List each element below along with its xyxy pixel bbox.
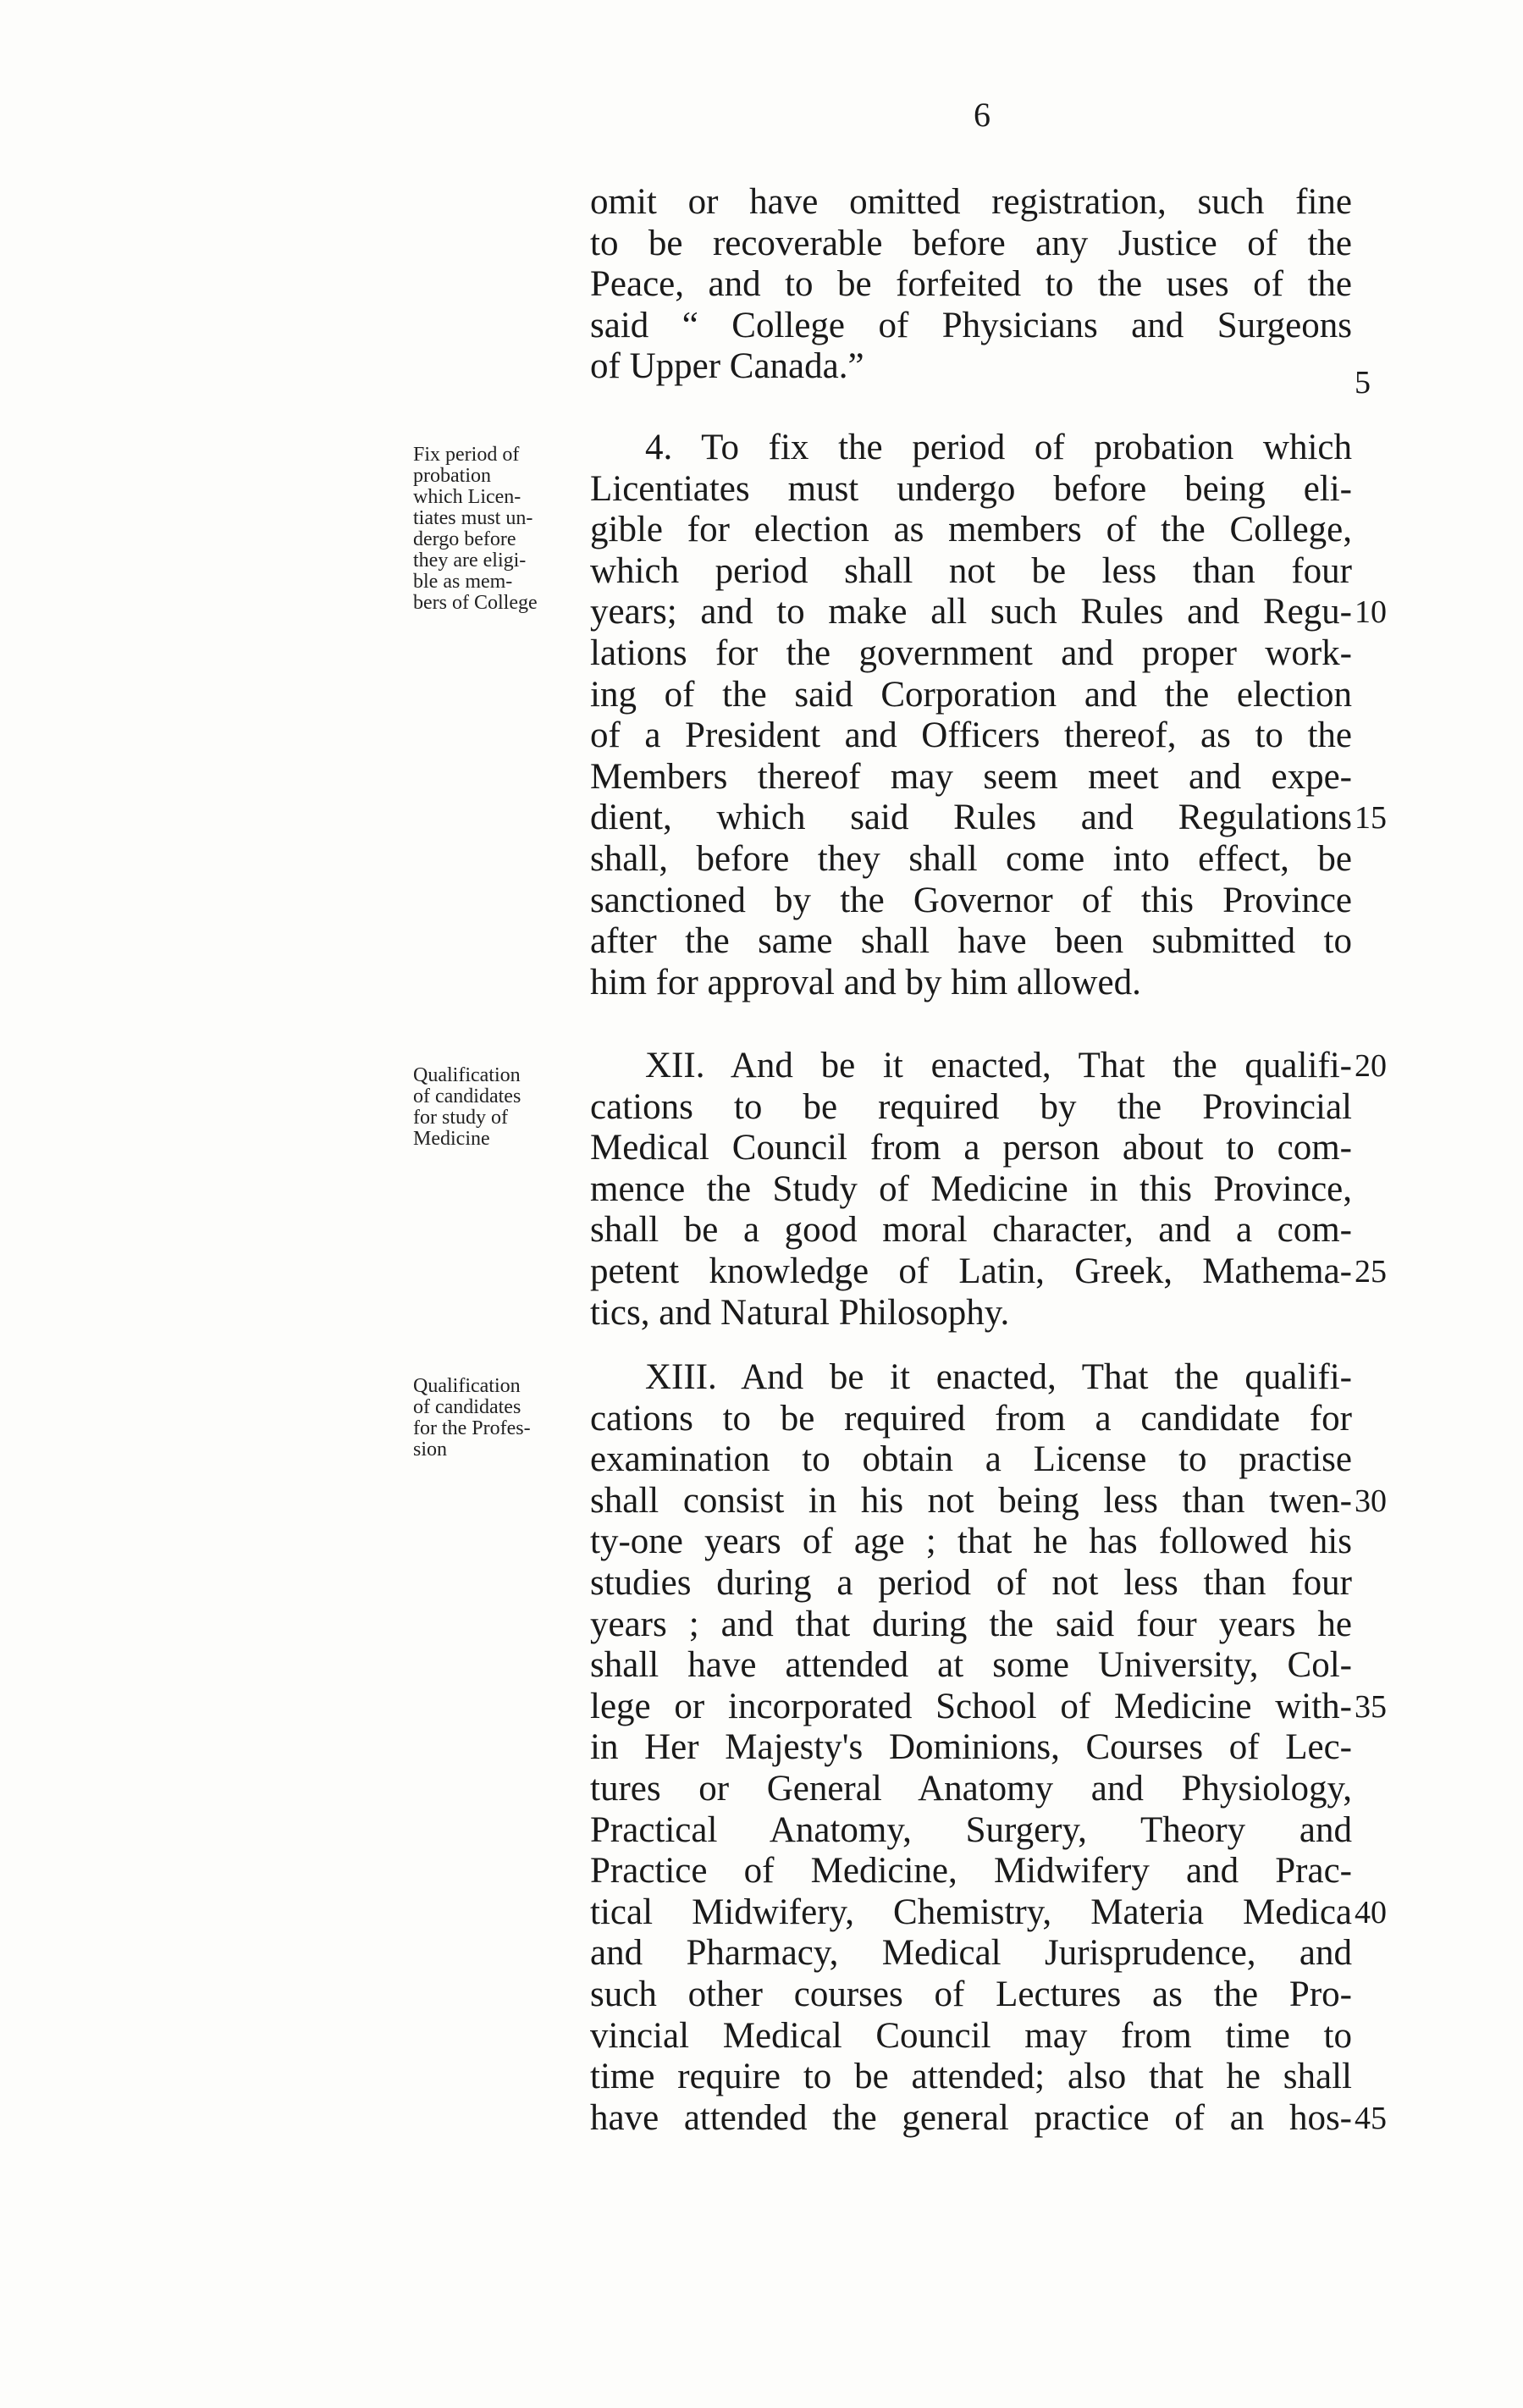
text-line: in Her Majesty's Dominions, Courses of Lec-: [590, 1727, 1352, 1768]
text-line: XII. And be it enacted, That the qualifi-: [645, 1046, 1352, 1085]
margin-note-line: bers of College: [413, 592, 538, 614]
text-line: Peace, and to be forfeited to the uses of the: [590, 264, 1352, 305]
text-line: which period shall not be less than four: [590, 550, 1352, 591]
text-line: said “ College of Physicians and Surgeons: [590, 305, 1352, 345]
text-line: shall be a good moral character, and a com-: [590, 1210, 1352, 1251]
margin-note-line: ble as mem-: [413, 571, 513, 593]
margin-note-line: Medicine: [413, 1128, 490, 1150]
text-line: ty-one years of age ; that he has followed his: [590, 1522, 1352, 1562]
line-number: 25: [1355, 1254, 1387, 1290]
text-line: lege or incorporated School of Medicine with-: [590, 1686, 1352, 1726]
text-line: sanctioned by the Governor of this Province: [590, 880, 1352, 920]
text-line: tics, and Natural Philosophy.: [590, 1292, 1010, 1333]
text-line: studies during a period of not less than four: [590, 1562, 1352, 1603]
text-line: gible for election as members of the College,: [590, 510, 1352, 550]
margin-note-line: tiates must un-: [413, 507, 533, 529]
text-line: cations to be required from a candidate for: [590, 1398, 1352, 1439]
margin-note-line: dergo before: [413, 528, 516, 550]
text-line: tical Midwifery, Chemistry, Materia Medica: [590, 1892, 1352, 1932]
margin-note-line: probation: [413, 465, 491, 487]
paragraph-continuation: [590, 182, 1352, 388]
text-line: Medical Council from a person about to com-: [590, 1128, 1352, 1168]
line-number: 35: [1355, 1689, 1387, 1725]
margin-note-line: Qualification: [413, 1375, 521, 1397]
text-line: lations for the government and proper work-: [590, 632, 1352, 673]
line-number: 40: [1355, 1895, 1387, 1930]
text-line: mence the Study of Medicine in this Province,: [590, 1168, 1352, 1209]
text-line: have attended the general practice of an hos-: [590, 2097, 1352, 2138]
text-line: petent knowledge of Latin, Greek, Mathema-: [590, 1251, 1352, 1291]
text-line: Practice of Medicine, Midwifery and Prac-: [590, 1851, 1352, 1892]
line-number: 5: [1355, 365, 1371, 400]
line-number: 20: [1355, 1048, 1387, 1084]
margin-note-line: for the Profes-: [413, 1417, 531, 1439]
text-line: tures or General Anatomy and Physiology,: [590, 1768, 1352, 1809]
text-line: and Pharmacy, Medical Jurisprudence, and: [590, 1933, 1352, 1974]
text-line: time require to be attended; also that he shall: [590, 2057, 1352, 2097]
text-line: examination to obtain a License to practise: [590, 1439, 1352, 1480]
text-line: Licentiates must undergo before being eli-: [590, 468, 1352, 509]
text-line: vincial Medical Council may from time to: [590, 2015, 1352, 2056]
text-line: of a President and Officers thereof, as to the: [590, 715, 1352, 756]
text-line: ing of the said Corporation and the election: [590, 674, 1352, 715]
paragraph-probation: [590, 428, 1352, 1003]
margin-note-study-qualification: [413, 1065, 582, 1150]
text-line: years ; and that during the said four years he: [590, 1604, 1352, 1644]
text-line: shall have attended at some University, Col-: [590, 1645, 1352, 1686]
text-line: shall consist in his not being less than twen-: [590, 1480, 1352, 1521]
margin-note-line: Qualification: [413, 1064, 521, 1086]
page-number: 6: [974, 96, 991, 134]
line-number: 10: [1355, 594, 1387, 630]
margin-note-line: they are eligi-: [413, 550, 527, 572]
text-line: dient, which said Rules and Regulations: [590, 798, 1352, 838]
text-line: omit or have omitted registration, such fine: [590, 182, 1352, 222]
line-number: 30: [1355, 1483, 1387, 1519]
margin-note-line: of candidates: [413, 1085, 521, 1107]
text-line: Practical Anatomy, Surgery, Theory and: [590, 1809, 1352, 1850]
section-xii: [590, 1046, 1352, 1334]
text-line: shall, before they shall come into effect, be: [590, 838, 1352, 879]
text-line: of Upper Canada.”: [590, 346, 864, 387]
text-line: Members thereof may seem meet and expe-: [590, 756, 1352, 797]
margin-note-profession-qualification: [413, 1376, 582, 1461]
text-line: XIII. And be it enacted, That the qualifi-: [645, 1357, 1352, 1397]
text-line: years; and to make all such Rules and Regu-: [590, 592, 1352, 632]
margin-note-line: of candidates: [413, 1396, 521, 1418]
text-line: him for approval and by him allowed.: [590, 962, 1141, 1002]
text-line: to be recoverable before any Justice of the: [590, 223, 1352, 263]
line-number: 15: [1355, 800, 1387, 836]
margin-note-line: which Licen-: [413, 486, 521, 508]
text-line: 4. To fix the period of probation which: [645, 428, 1352, 467]
margin-note-line: for study of: [413, 1107, 508, 1129]
text-line: after the same shall have been submitted to: [590, 921, 1352, 962]
line-number: 45: [1355, 2101, 1387, 2136]
margin-note-probation: [413, 445, 582, 614]
margin-note-line: sion: [413, 1439, 448, 1461]
text-line: such other courses of Lectures as the Pro-: [590, 1974, 1352, 2014]
section-xiii: [590, 1357, 1352, 2139]
text-line: cations to be required by the Provincial: [590, 1086, 1352, 1127]
margin-note-line: Fix period of: [413, 444, 520, 466]
